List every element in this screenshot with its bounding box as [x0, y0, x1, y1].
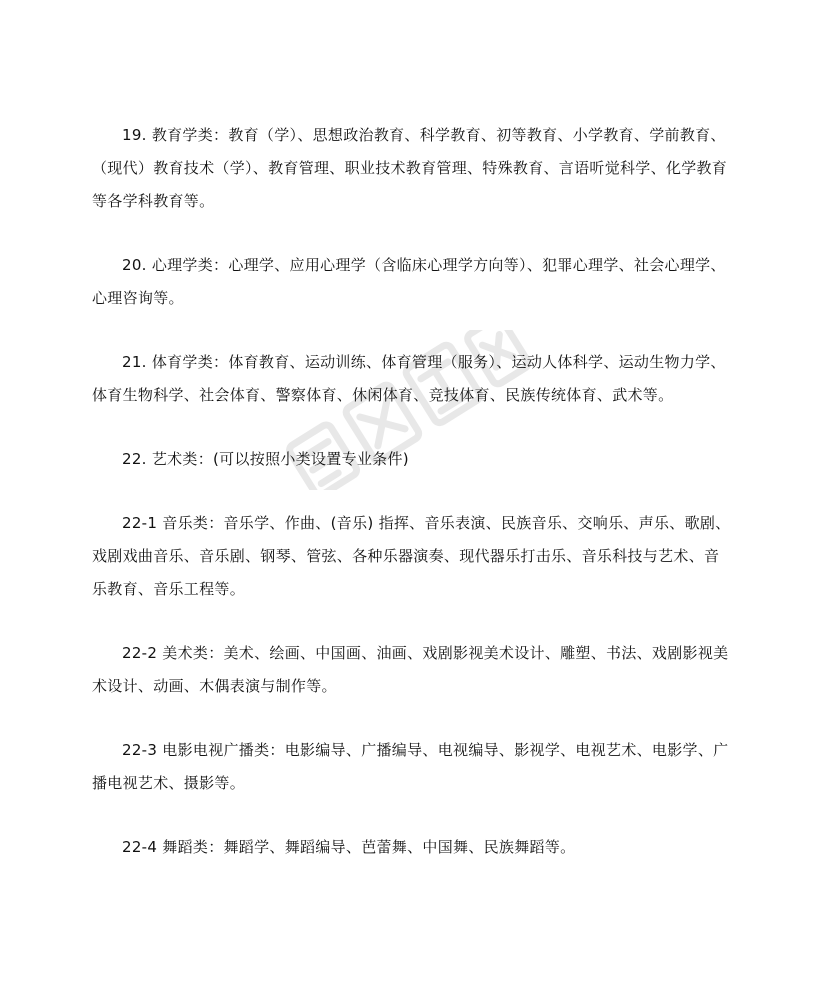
document-body [92, 119, 752, 895]
paragraph-psychology [92, 249, 752, 315]
paragraph-education [92, 119, 752, 218]
paragraph-fine-arts [92, 637, 752, 703]
text-line: 22-1 音乐类：音乐学、作曲、(音乐) 指挥、音乐表演、民族音乐、交响乐、声乐、歌剧、 [122, 514, 731, 532]
paragraph-sports [92, 346, 752, 412]
paragraph-dance [92, 831, 752, 864]
text-line: 戏剧戏曲音乐、音乐剧、钢琴、管弦、各种乐器演奏、现代器乐打击乐、音乐科技与艺术、音 [92, 547, 720, 565]
text-line: 22-4 舞蹈类：舞蹈学、舞蹈编导、芭蕾舞、中国舞、民族舞蹈等。 [122, 838, 576, 856]
text-line: 22-2 美术类：美术、绘画、中国画、油画、戏剧影视美术设计、雕塑、书法、戏剧影视美 [122, 644, 729, 662]
text-line: 21. 体育学类：体育教育、运动训练、体育管理（服务）、运动人体科学、运动生物力学、 [122, 353, 726, 371]
text-line: 20. 心理学类：心理学、应用心理学（含临床心理学方向等）、犯罪心理学、社会心理学、 [122, 256, 726, 274]
text-line: 19. 教育学类：教育（学）、思想政治教育、科学教育、初等教育、小学教育、学前教育、 [122, 126, 726, 144]
text-line: 等各学科教育等。 [92, 192, 215, 210]
text-line: 22. 艺术类：(可以按照小类设置专业条件) [122, 450, 409, 468]
text-line: 乐教育、音乐工程等。 [92, 580, 246, 598]
text-line: 术设计、动画、木偶表演与制作等。 [92, 677, 337, 695]
text-line: 体育生物科学、社会体育、警察体育、休闲体育、竞技体育、民族传统体育、武术等。 [92, 386, 674, 404]
text-line: 22-3 电影电视广播类：电影编导、广播编导、电视编导、影视学、电视艺术、电影学、广 [122, 741, 729, 759]
paragraph-arts [92, 443, 752, 476]
text-line: 播电视艺术、摄影等。 [92, 774, 246, 792]
text-line: 心理咨询等。 [92, 289, 184, 307]
paragraph-music [92, 507, 752, 606]
paragraph-film-tv [92, 734, 752, 800]
text-line: （现代）教育技术（学）、教育管理、职业技术教育管理、特殊教育、言语听觉科学、化学教育 [92, 159, 728, 177]
